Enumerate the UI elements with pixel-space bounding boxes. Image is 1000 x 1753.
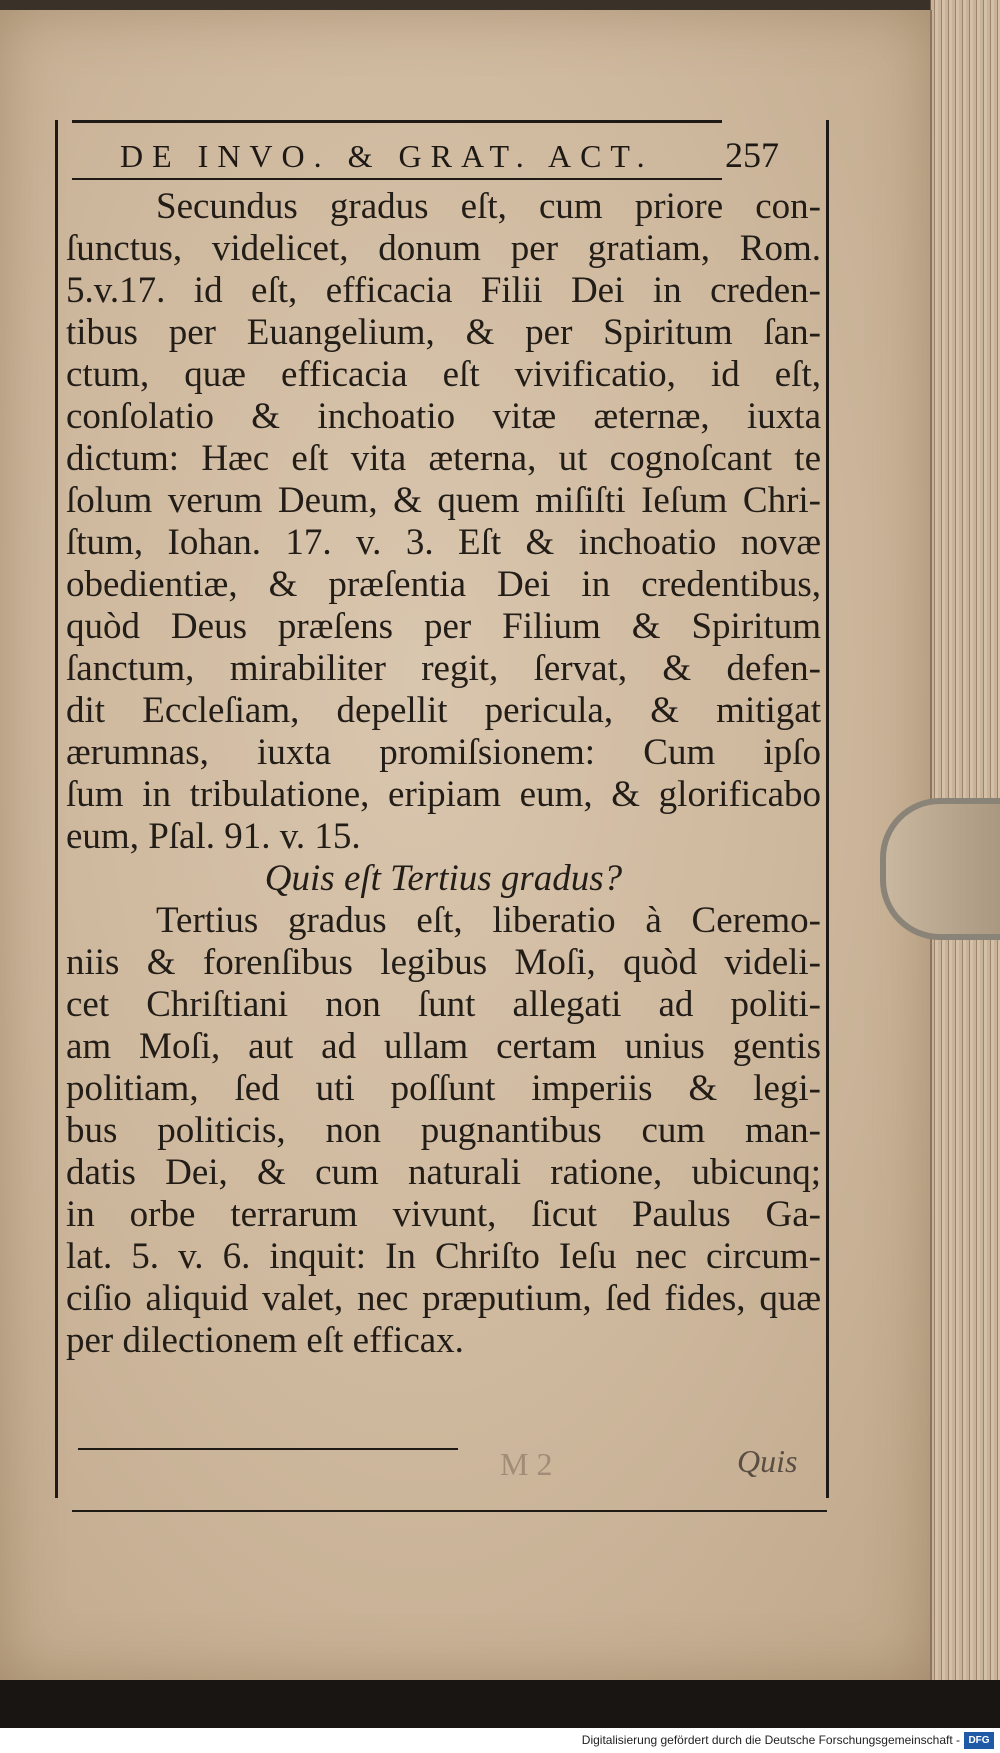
- text-line: in orbe terrarum vivunt, ſicut Paulus Ga-: [66, 1194, 821, 1235]
- bottom-rule-left: [78, 1448, 458, 1450]
- text-line: bus politicis, non pugnantibus cum man-: [66, 1110, 821, 1151]
- text-line: dictum: Hæc eſt vita æterna, ut cognoſcant te: [66, 438, 821, 479]
- book-clasp: [880, 798, 1000, 940]
- text-line: am Moſi, aut ad ullam certam unius gentis: [66, 1026, 821, 1067]
- text-line: lat. 5. v. 6. inquit: In Chriſto Ieſu nec circum-: [66, 1236, 821, 1277]
- text-line: per dilectionem eſt efficax.: [66, 1320, 464, 1361]
- text-line: ſolum verum Deum, & quem miſiſti Ieſum Chri-: [66, 480, 821, 521]
- text-line: ciſio aliquid valet, nec præputium, ſed fides, quæ: [66, 1278, 821, 1319]
- text-line: niis & forenſibus legibus Moſi, quòd videli-: [66, 942, 821, 983]
- running-head: DE INVO. & GRAT. ACT.: [120, 138, 654, 174]
- text-line: Quis eſt Tertius gradus?: [264, 858, 623, 899]
- text-line: quòd Deus præſens per Filium & Spiritum: [66, 606, 821, 647]
- text-line: cet Chriſtiani non ſunt allegati ad politi-: [66, 984, 821, 1025]
- catchword: Quis: [737, 1443, 798, 1479]
- text-line: ſanctum, mirabiliter regit, ſervat, & defen-: [66, 648, 821, 689]
- dfg-logo-icon: DFG: [964, 1732, 994, 1749]
- text-line: Secundus gradus eſt, cum priore con-: [156, 186, 821, 227]
- body-text: [66, 186, 821, 1362]
- text-line: datis Dei, & cum naturali ratione, ubicunq;: [66, 1152, 821, 1193]
- text-line: conſolatio & inchoatio vitæ æternæ, iuxta: [66, 396, 821, 437]
- text-line: ſum in tribulatione, eripiam eum, & glorificabo: [66, 774, 821, 815]
- bottom-band: [0, 1680, 1000, 1728]
- footer-credit-text: Digitalisierung gefördert durch die Deutsche Forschungsgemeinschaft -: [581, 1733, 960, 1747]
- top-rule: [72, 120, 722, 123]
- frame-bottom-rule: [72, 1510, 827, 1512]
- text-line: eum, Pſal. 91. v. 15.: [66, 816, 361, 857]
- text-line: dit Eccleſiam, depellit pericula, & mitigat: [66, 690, 821, 731]
- text-line: politiam, ſed uti poſſunt imperiis & legi-: [66, 1068, 821, 1109]
- text-line: ſtum, Iohan. 17. v. 3. Eſt & inchoatio novæ: [66, 522, 821, 563]
- text-line: tibus per Euangelium, & per Spiritum ſan-: [66, 312, 821, 353]
- text-line: ærumnas, iuxta promiſsionem: Cum ipſo: [66, 732, 821, 773]
- signature-mark: M 2: [500, 1446, 553, 1482]
- footer-credit-bar: [0, 1728, 1000, 1753]
- page-number: 257: [725, 135, 779, 175]
- text-line: ſunctus, videlicet, donum per gratiam, Rom.: [66, 228, 821, 269]
- text-line: Tertius gradus eſt, liberatio à Ceremo-: [156, 900, 821, 941]
- text-line: ctum, quæ efficacia eſt vivificatio, id eſt,: [66, 354, 821, 395]
- text-line: obedientiæ, & præſentia Dei in credentibus,: [66, 564, 821, 605]
- text-line: 5.v.17. id eſt, efficacia Filii Dei in creden-: [66, 270, 821, 311]
